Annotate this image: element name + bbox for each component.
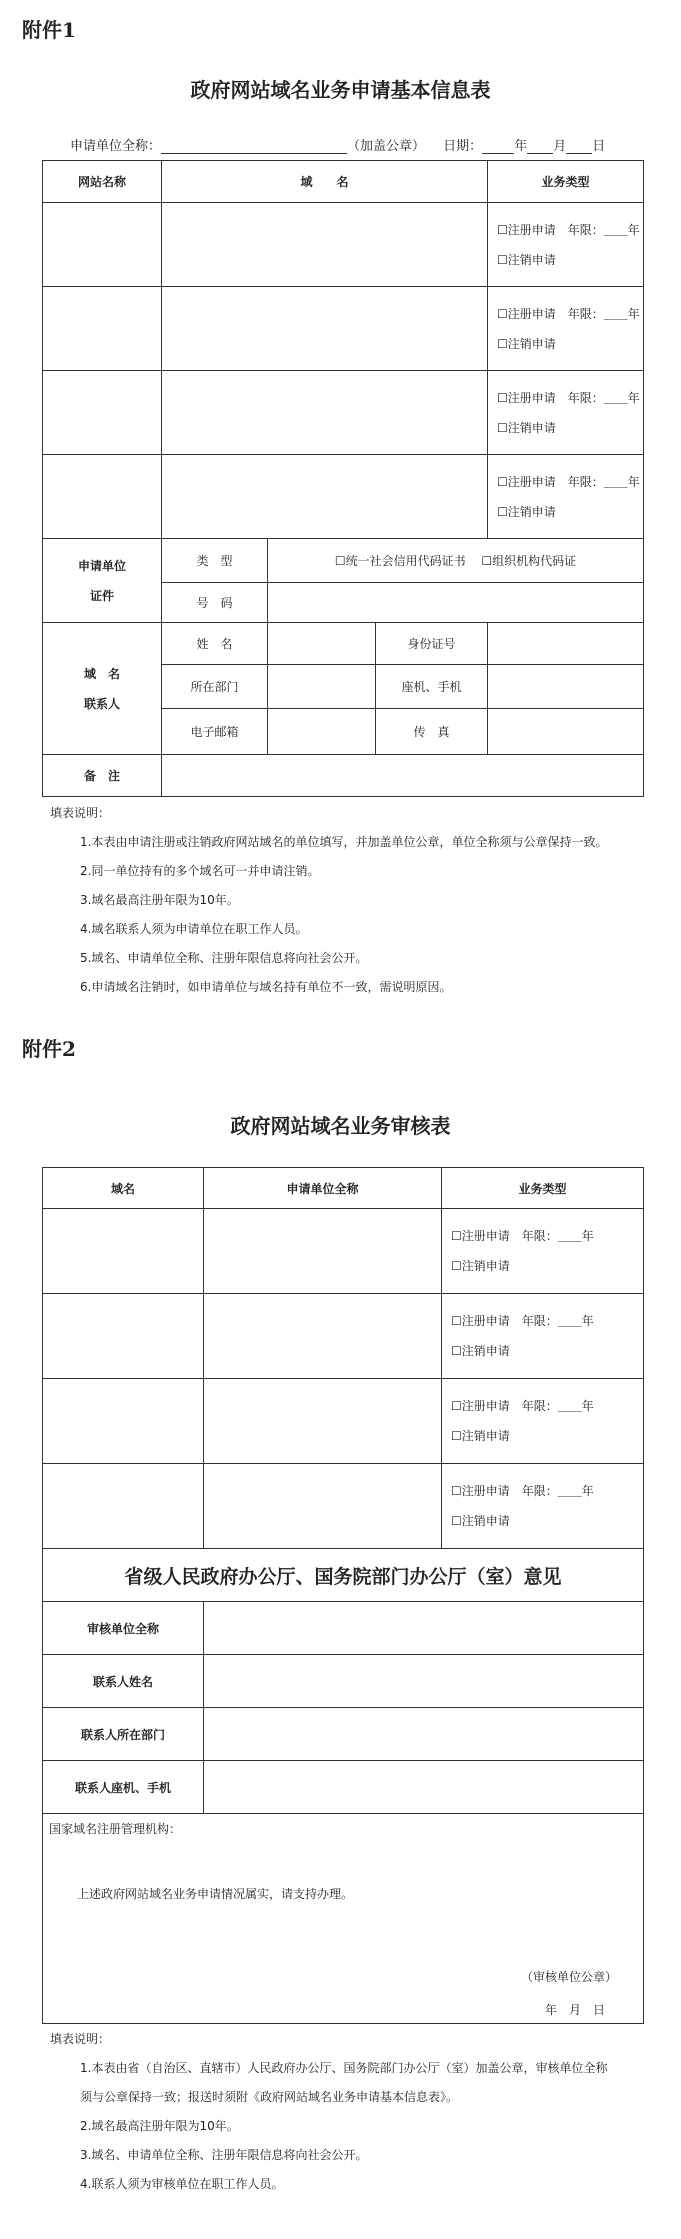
note-item: 1.本表由省（自治区、直辖市）人民政府办公厅、国务院部门办公厅（室）加盖公章，审核单位全称 [80, 2061, 608, 2075]
annex2-title: 政府网站域名业务审核表 [230, 1114, 451, 1138]
date-month: 月 [553, 139, 567, 154]
col-business-type: 业务类型 [488, 161, 644, 203]
table-row [43, 1209, 644, 1294]
table-row [43, 371, 644, 455]
cancel-option[interactable]: ☐注销申请 [497, 420, 556, 435]
applicant-line [70, 135, 605, 154]
note-item: 3.域名最高注册年限为10年。 [80, 893, 239, 907]
register-option[interactable]: ☐注册申请 年限：＿＿年 [497, 222, 640, 237]
registry-label: 国家域名注册管理机构： [49, 1822, 182, 1836]
table-row [43, 203, 644, 287]
cert-type-label: 类 型 [162, 539, 268, 583]
dept-cell[interactable] [268, 665, 376, 709]
register-option[interactable]: ☐注册申请 年限：＿＿年 [497, 390, 640, 405]
date-year-blank[interactable] [482, 139, 514, 154]
date-label: 日期： [443, 139, 483, 154]
register-option[interactable]: ☐注册申请 年限：＿＿年 [451, 1229, 594, 1243]
site-name-cell[interactable] [43, 371, 162, 455]
note-item: 1.本表由申请注册或注销政府网站域名的单位填写，并加盖单位公章，单位全称须与公章保持一致。 [80, 835, 608, 849]
register-option[interactable]: ☐注册申请 年限：＿＿年 [451, 1399, 594, 1413]
register-option[interactable]: ☐注册申请 年限：＿＿年 [497, 474, 640, 489]
site-name-cell[interactable] [43, 455, 162, 539]
domain-cell[interactable] [43, 1209, 204, 1294]
col-business-type: 业务类型 [442, 1168, 644, 1209]
email-cell[interactable] [268, 709, 376, 755]
applicant-cell[interactable] [204, 1294, 442, 1379]
type-cell [488, 371, 644, 455]
type-cell [488, 287, 644, 371]
fax-label: 传 真 [376, 709, 488, 755]
name-label: 姓 名 [162, 623, 268, 665]
col-applicant: 申请单位全称 [204, 1168, 442, 1209]
phone-cell[interactable] [488, 665, 644, 709]
type-cell [488, 455, 644, 539]
site-name-cell[interactable] [43, 203, 162, 287]
note-item: 2.同一单位持有的多个域名可一并申请注销。 [80, 864, 320, 878]
cancel-option[interactable]: ☐注销申请 [497, 336, 556, 351]
note-item: 6.申请域名注销时，如申请单位与域名持有单位不一致，需说明原因。 [80, 980, 452, 994]
applicant-cell[interactable] [204, 1464, 442, 1549]
id-cell[interactable] [488, 623, 644, 665]
remark-cell[interactable] [162, 755, 644, 797]
cancel-option[interactable]: ☐注销申请 [451, 1259, 510, 1273]
cancel-option[interactable]: ☐注销申请 [451, 1514, 510, 1528]
contact-name-label: 联系人姓名 [43, 1655, 204, 1708]
domain-cell[interactable] [162, 455, 488, 539]
cancel-option[interactable]: ☐注销申请 [451, 1429, 510, 1443]
fax-cell[interactable] [488, 709, 644, 755]
cancel-option[interactable]: ☐注销申请 [497, 504, 556, 519]
contact-dept-cell[interactable] [204, 1708, 644, 1761]
applicant-cell[interactable] [204, 1209, 442, 1294]
contact-phone-cell[interactable] [204, 1761, 644, 1814]
domain-cell[interactable] [162, 371, 488, 455]
type-cell [488, 203, 644, 287]
registry-text: 上述政府网站域名业务申请情况属实，请支持办理。 [77, 1887, 354, 1901]
annex1-label: 附件1 [22, 18, 76, 42]
table-row [43, 1379, 644, 1464]
table-row [43, 455, 644, 539]
applicant-cell[interactable] [204, 1379, 442, 1464]
notes-title: 填表说明： [50, 806, 111, 820]
seal-label: （审核单位公章） [521, 1970, 618, 1984]
applicant-label: 申请单位全称： [70, 139, 162, 154]
type-cell [442, 1294, 644, 1379]
table-row [43, 1464, 644, 1549]
note-item: 5.域名、申请单位全称、注册年限信息将向社会公开。 [80, 951, 368, 965]
notes-title: 填表说明： [50, 2032, 111, 2046]
note-item: 2.域名最高注册年限为10年。 [80, 2119, 239, 2133]
type-cell [442, 1464, 644, 1549]
col-site-name: 网站名称 [43, 161, 162, 203]
note-item: 3.域名、申请单位全称、注册年限信息将向社会公开。 [80, 2148, 368, 2162]
contact-dept-label: 联系人所在部门 [43, 1708, 204, 1761]
date-day-blank[interactable] [566, 139, 592, 154]
site-name-cell[interactable] [43, 287, 162, 371]
annex1-notes [50, 799, 607, 1002]
dept-label: 所在部门 [162, 665, 268, 709]
cancel-option[interactable]: ☐注销申请 [497, 252, 556, 267]
seal-note: （加盖公章） [347, 139, 426, 154]
annex1-title: 政府网站域名业务申请基本信息表 [190, 78, 491, 102]
opinion-header: 省级人民政府办公厅、国务院部门办公厅（室）意见 [43, 1549, 644, 1602]
registry-cell [43, 1814, 644, 2024]
note-item: 4.联系人须为审核单位在职工作人员。 [80, 2177, 284, 2191]
note-item: 4.域名联系人须为申请单位在职工作人员。 [80, 922, 308, 936]
annex2-table [42, 1167, 644, 2024]
contact-name-cell[interactable] [204, 1655, 644, 1708]
date-year: 年 [514, 139, 528, 154]
domain-cell[interactable] [43, 1464, 204, 1549]
cert-number-label: 号 码 [162, 583, 268, 623]
col-domain: 域 名 [162, 161, 488, 203]
register-option[interactable]: ☐注册申请 年限：＿＿年 [497, 306, 640, 321]
reviewer-name-cell[interactable] [204, 1602, 644, 1655]
phone-label: 座机、手机 [376, 665, 488, 709]
table-row [43, 1294, 644, 1379]
reviewer-name-label: 审核单位全称 [43, 1602, 204, 1655]
date-month-blank[interactable] [527, 139, 553, 154]
domain-cell[interactable] [162, 203, 488, 287]
type-cell [442, 1379, 644, 1464]
sign-date: 年 月 日 [545, 2003, 606, 2017]
register-option[interactable]: ☐注册申请 年限：＿＿年 [451, 1484, 594, 1498]
register-option[interactable]: ☐注册申请 年限：＿＿年 [451, 1314, 594, 1328]
table-row [43, 287, 644, 371]
type-cell [442, 1209, 644, 1294]
cert-label: 申请单位证件 [43, 539, 162, 623]
annex1-table [42, 160, 644, 797]
col-domain: 域名 [43, 1168, 204, 1209]
applicant-blank[interactable] [161, 139, 347, 154]
note-item: 须与公章保持一致；报送时须附《政府网站域名业务申请基本信息表》。 [80, 2090, 459, 2104]
contact-label: 域 名 联系人 [43, 623, 162, 755]
date-day: 日 [592, 139, 606, 154]
cert-number-cell[interactable] [268, 583, 644, 623]
remark-label: 备 注 [43, 755, 162, 797]
contact-phone-label: 联系人座机、手机 [43, 1761, 204, 1814]
name-cell[interactable] [268, 623, 376, 665]
cancel-option[interactable]: ☐注销申请 [451, 1344, 510, 1358]
email-label: 电子邮箱 [162, 709, 268, 755]
domain-cell[interactable] [162, 287, 488, 371]
id-label: 身份证号 [376, 623, 488, 665]
cert-type-options[interactable]: ☐统一社会信用代码证书 ☐组织机构代码证 [268, 539, 644, 583]
annex2-notes [50, 2025, 607, 2199]
domain-cell[interactable] [43, 1294, 204, 1379]
annex2-label: 附件2 [22, 1037, 76, 1061]
domain-cell[interactable] [43, 1379, 204, 1464]
